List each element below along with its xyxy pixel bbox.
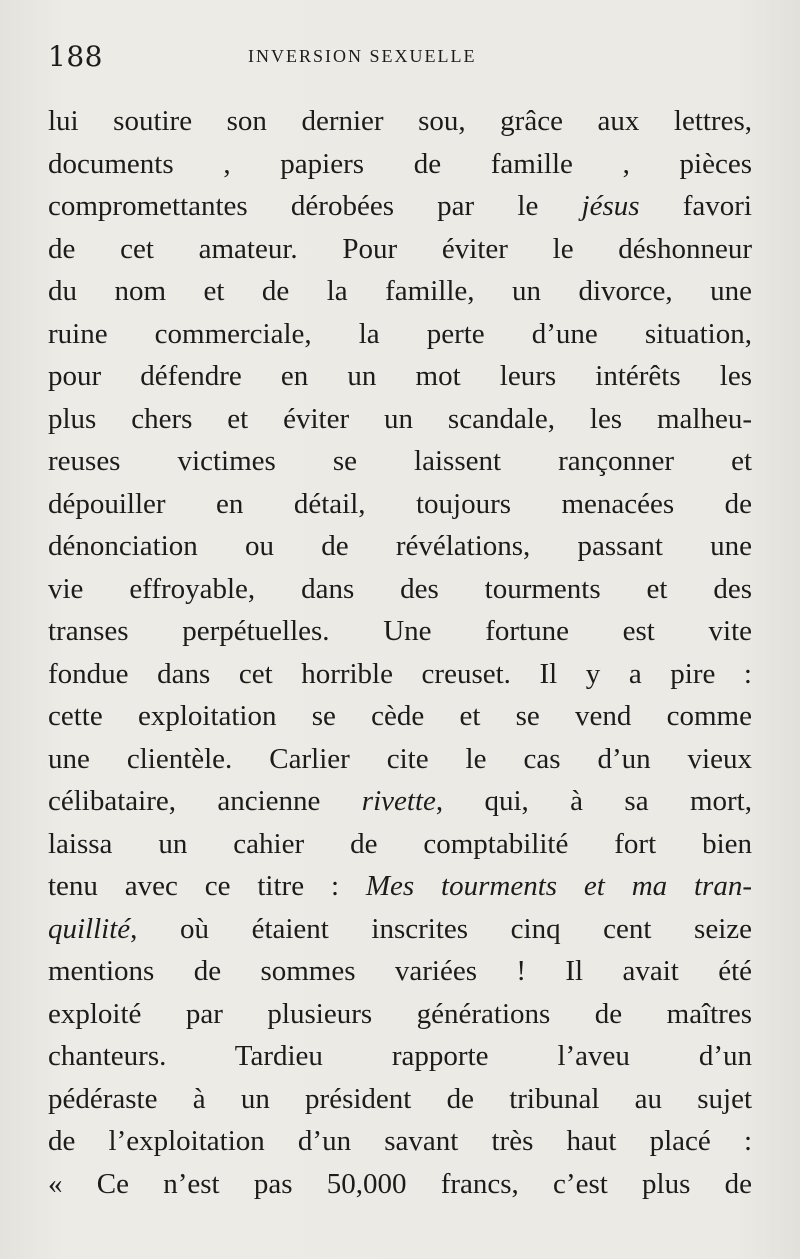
text-line: vie effroyable, dans des tourments et des [48,572,752,605]
text-line: fondue dans cet horrible creuset. Il y a pire : [48,657,752,690]
text-line: « Ce n’est pas 50,000 francs, c’est plus de [48,1167,752,1200]
text-line: pour défendre en un mot leurs intérêts les [48,360,752,392]
text-line: quillité, où étaient inscrites cinq cent seize [48,912,752,945]
text-line: cette exploitation se cède et se vend comme [48,700,752,732]
body-text [48,100,752,1205]
text-line: dénonciation ou de révélations, passant une [48,530,752,562]
text-line: compromettantes dérobées par le jésus favori [48,190,752,222]
text-line: reuses victimes se laissent rançonner et [48,445,752,477]
italic-word: rivette [361,785,436,817]
text-line: mentions de sommes variées ! Il avait été [48,955,752,987]
text-line: chanteurs. Tardieu rapporte l’aveu d’un [48,1040,752,1072]
text-line: du nom et de la famille, un divorce, une [48,275,752,307]
running-head: INVERSION SEXUELLE [248,46,477,66]
text-line: célibataire, ancienne rivette, qui, à sa mort, [48,785,752,817]
text-line: documents , papiers de famille , pièces [48,147,752,180]
text-line: dépouiller en détail, toujours menacées de [48,487,752,520]
text-line: exploité par plusieurs générations de maîtres [48,997,752,1030]
text-line: tenu avec ce titre : Mes tourments et ma tran- [48,870,752,902]
text-line: lui soutire son dernier sou, grâce aux lettres, [48,105,752,137]
text-line: une clientèle. Carlier cite le cas d’un vieux [48,742,752,775]
text-line: plus chers et éviter un scandale, les malheu- [48,402,752,435]
text-line: laissa un cahier de comptabilité fort bien [48,827,752,860]
page-number: 188 [48,40,103,73]
text-line: transes perpétuelles. Une fortune est vite [48,615,752,647]
page-header [48,40,760,80]
italic-title: quillité [48,912,131,945]
italic-title: Mes tourments et ma tran- [365,870,752,902]
text-line: pédéraste à un président de tribunal au sujet [48,1082,752,1115]
italic-word: jésus [581,190,640,222]
text-line: de l’exploitation d’un savant très haut placé : [48,1125,752,1157]
text-line: de cet amateur. Pour éviter le déshonneur [48,232,752,265]
text-line: ruine commerciale, la perte d’une situation, [48,317,752,350]
